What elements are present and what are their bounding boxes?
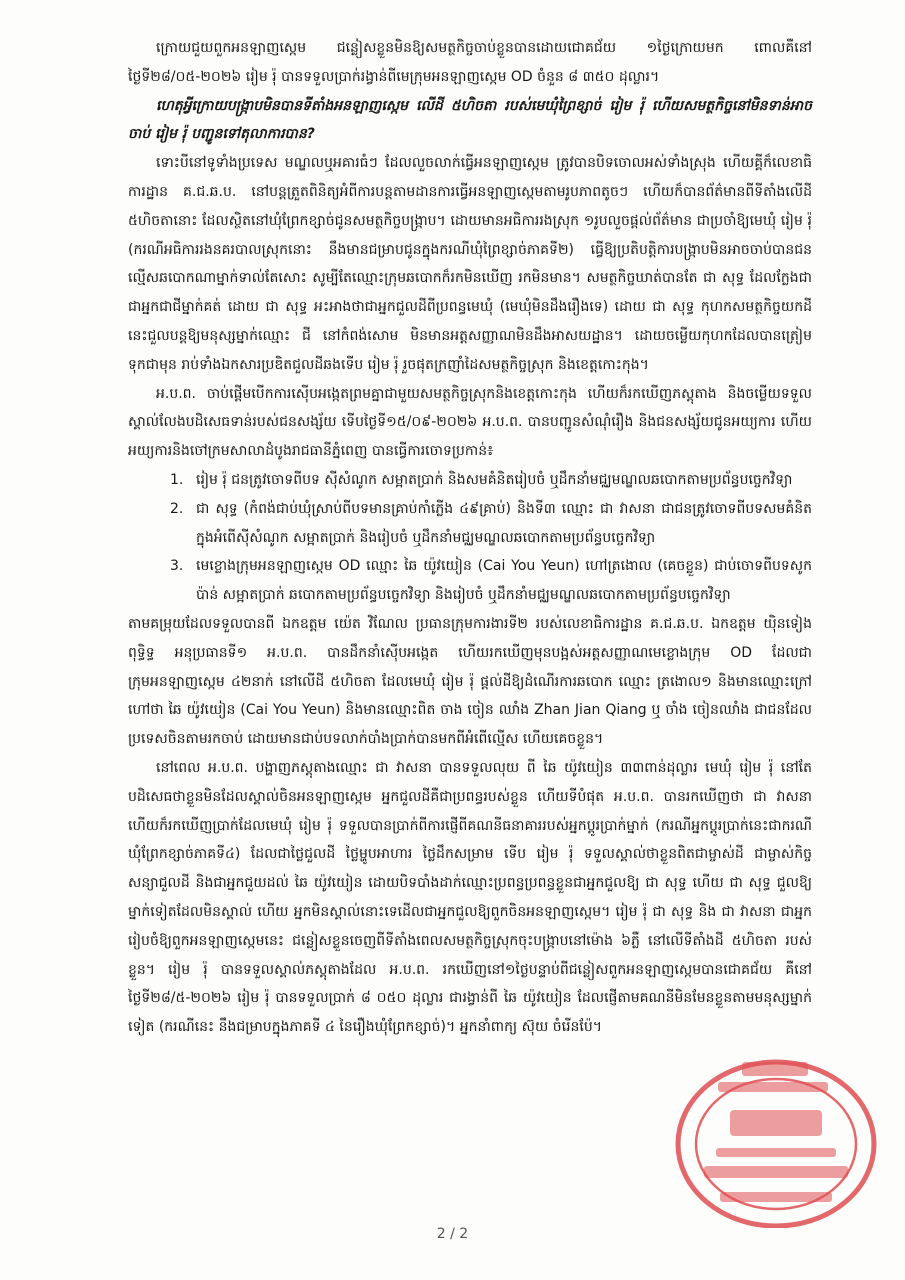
red-seal-stamp-icon <box>646 1052 884 1228</box>
paragraph-4: តាមគម្រុយដែលទទួលបានពី ឯកឧត្តម យ៉េត វិណែល ប្រធានក្រុមការងារទី២ របស់លេខាធិការដ្ឋាន គ.ជ.ឆ.ប. ឯកឧត្តម យ៉ិនទៀង ពុទ្ធិទ្ធ អនុប្រធានទី១ អ.ប.ព. បានដឹកនាំស៊ើបអង្កេត ហើយរកឃើញមុនបង្អស់អត្តសញ្ញាណមេខ្លោងក្រុម OD ដែលជាក្រុមអនឡាញស្កេម ៤២នាក់ នៅលើដី ៥ហិចតា ដែលមេឃុំ រៀម រ៉ុ ផ្តល់ដីឱ្យដំណើរការឆបោក ឈ្មោះ ត្រងោល១ និងមានឈ្មោះក្រៅហៅថា ឆៃ យ៉ូវយៀន (Cai You Yeun) និងមានឈ្មោះពិត ចាង ចៀន ឈាំង Zhan Jian Qiang ឬ ចាំង ចៀនឈាំង ជាជនដែលប្រទេសចិនតាមរកចាប់ ដោយមានជាប់បទលាក់បាំងប្រាក់បានមកពីអំពើល្មើស ហើយគេចខ្លួន។ <box>128 615 812 748</box>
paragraph-3: អ.ប.ព. ចាប់ផ្តើមបើកការស៊ើបអង្កេតព្រមគ្នាជាមួយសមត្ថកិច្ចស្រុកនិងខេត្តកោះកុង ហើយក៏រកឃើញភស្តុតាង និងចម្លើយទទួលស្គាល់លែងបដិសេធទាន់របស់ជនសង្ស័យ ទើបថ្ងៃទី១៥/០៩-២០២៦ អ.ប.ព. បានបញ្ជូនសំណុំរឿង និងជនសង្ស័យជូនអយ្យការ ហើយអយ្យការនិងចៅក្រមសាលាដំបូងរាជធានីភ្នំពេញ បានធ្វើការចោទប្រកាន់៖ <box>128 385 812 460</box>
list-item <box>170 466 812 495</box>
list-number: 1. <box>170 471 184 488</box>
paragraph-5: នៅពេល អ.ប.ព. បង្ហាញភស្តុតាងឈ្មោះ ជា វាសនា បានទទួលលុយ ពី ឆៃ យ៉ូវយៀន ៣៣ពាន់ដុល្លារ មេឃុំ រៀម រ៉ុ នៅតែបដិសេធថាខ្លួនមិនដែលស្គាល់ចិនអនឡាញស្កេម អ្នកជួលដីគឺជាប្រពន្ធរបស់ខ្លួន ហើយទីបំផុត អ.ប.ព. បានរកឃើញថា ជា វាសនា ហើយក៏រកឃើញប្រាក់ដែលមេឃុំ រៀម រ៉ុ ទទួលបានប្រាក់ពីការផ្ញើពីគណនីធនាគាររបស់អ្នកប្តូរប្រាក់ម្នាក់ (ករណីអ្នកប្តូរប្រាក់នេះជាករណីឃុំព្រែកខ្សាច់ភាគទី៤) ដែលជាថ្លៃជួលដី ថ្លៃម្ហូបអាហារ ថ្លៃដឹកសម្រាម ទើប រៀម រ៉ុ ទទួលស្គាល់ថាខ្លួនពិតជាម្ចាស់ដី ជាម្ចាស់កិច្ចសន្យាជួលដី និងជាអ្នកជួយដល់ ឆៃ យ៉ូវយៀន ដោយបិទបាំងដាក់ឈ្មោះប្រពន្ធប្រពន្ធខ្លួនជាអ្នកជួលឱ្យ ជា សុទ្ធ ហើយ ជា សុទ្ធ ជួលឱ្យម្នាក់ទៀតដែលមិនស្គាល់ ហើយ អ្នកមិនស្គាល់នោះទេដើលជាអ្នកជួលឱ្យពួកចិនអនឡាញស្កេម។ រៀម រ៉ុ ជា សុទ្ធ និង ជា វាសនា ជាអ្នករៀបចំឱ្យពួកអនឡាញស្កេមនេះ ជន្លៀសខ្លួនចេញពីទីតាំងពេលសមត្ថកិច្ចស្រុកចុះបង្ក្រាបនៅម៉ោង ៦ភ្លឺ នៅលើទីតាំងដី ៥ហិចតា របស់ខ្លួន។ រៀម រ៉ុ បានទទួលស្គាល់ភស្តុតាងដែល អ.ប.ព. រកឃើញនៅ១ថ្ងៃបន្ទាប់ពីជន្លៀសពួកអនឡាញស្កេមបានជោគជ័យ គឺនៅថ្ងៃទី២៨/៥-២០២៦ រៀម រ៉ុ បានទទួលប្រាក់ ៨ ០៥០ ដុល្លារ ជារង្វាន់ពី ឆៃ យ៉ូវយៀន ដែលផ្ញើតាមគណនីមិនមែនខ្លួនតាមមនុស្សម្នាក់ទៀត (ករណីនេះ នឹងជម្រាបក្នុងភាគទី ៤ នៃរឿងឃុំព្រែកខ្សាច់)។ អ្នកនាំពាក្យ ស៊ុយ ចំរើនប៉ែ។ <box>128 759 812 1036</box>
paragraph-2: ទោះបីនៅទូទាំងប្រទេស មណ្ឌលឬអគារធំៗ ដែលលួចលាក់ធ្វើអនឡាញស្កេម ត្រូវបានបិទចោលអស់ទាំងស្រុង ហើយគ្គីក៏លេខាធិការដ្ឋាន គ.ជ.ឆ.ប. នៅបន្តត្រួតពិនិត្យអំពីការបន្តតាមដានការធ្វើអនឡាញស្កេមតាមរូបភាពតូចៗ ហើយក៏បានព័ត៌មានពីទីតាំងលើដី ៥ហិចតានោះ ដែលស្ថិតនៅឃុំព្រែកខ្សាច់ជូនសមត្ថកិច្ចបង្ក្រាប។ ដោយមានអធិការរងស្រុក ១រូបលួចផ្តល់ព័ត៌មាន ជាប្រចាំឱ្យមេឃុំ រៀម រ៉ុ (ករណីអធិការរងនគរបាលស្រុកនោះ នឹងមានជម្រាបជូនក្នុងករណីឃុំព្រៃខ្សាច់ភាគទី២) ធ្វើឱ្យប្រតិបត្តិការបង្ក្រាបមិនអាចចាប់បានជនល្មើសឆបោកណាម្នាក់ទាល់តែសោះ សូម្បីតែឈ្មោះក្រុមឆបោកក៏រកមិនឃើញ រកមិនមាន។ សមត្ថកិច្ចឃាត់បានតែ ជា សុទ្ធ ដែលក្លែងជាជាអ្នកជាជីម្នាក់គត់ ដោយ ជា សុទ្ធ អះអាងថាជាអ្នកជួលដីពីប្រពន្ធមេឃុំ (មេឃុំមិនដឹងរឿងទេ) ដោយ ជា សុទ្ធ កុហកសមត្ថកិច្ចយកដីនេះជួលបន្តឱ្យមនុស្សម្នាក់ឈ្មោះ ជី នៅកំពង់សោម មិនមានអត្តសញ្ញាណមិនដឹងអាសយដ្ឋាន។ ដោយចម្លើយកុហកដែលបានត្រៀមទុកជាមុន រាប់ទាំងឯកសារប្រឌិតជួលដីឆងទើប រៀម រ៉ុ រួចផុតក្រញាំដៃសមត្ថកិច្ចស្រុក និងខេត្តកោះកុង។ <box>128 155 812 373</box>
list-item <box>170 552 812 610</box>
list-item <box>170 495 812 553</box>
page-number: 2 / 2 <box>436 1226 469 1242</box>
list-text: មេខ្លោងក្រុមអនឡាញស្កេម OD ឈ្មោះ ឆៃ យ៉ូវយៀន (Cai You Yeun) ហៅត្រងោល (គេចខ្លួន) ជាប់ចោទពីបទសូកប៉ាន់ សម្អាតប្រាក់ ឆបោកតាមប្រព័ន្ធបច្ចេកវិទ្យា និងរៀបចំ ឬដឹកនាំមជ្ឈមណ្ឌលឆបោកតាមប្រព័ន្ធបច្ចេកវិទ្យា <box>196 558 812 604</box>
charges-list <box>128 466 812 610</box>
list-number: 2. <box>170 500 184 517</box>
list-text: ជា សុទ្ធ (កំពង់ជាប់ឃុំស្រាប់ពីបទមានគ្រាប់កាំភ្លើង ៤៩គ្រាប់) និងទី៣ ឈ្មោះ ជា វាសនា ជាជនត្រូវចោទពីបទសមគំនិតក្នុងអំពើស៊ីសំណូក សម្អាតប្រាក់ និងរៀបចំ ឬដឹកនាំមជ្ឈមណ្ឌលឆបោកតាមប្រព័ន្ធបច្ចេកវិទ្យា <box>196 500 812 546</box>
paragraph-1: ក្រោយជួយពួកអនឡាញស្កេម ជន្លៀសខ្លួនមិនឱ្យសមត្ថកិច្ចចាប់ខ្លួនបានដោយជោគជ័យ ១ថ្ងៃក្រោយមក ពោលគឺនៅថ្ងៃទី២៨/០៥-២០២៦ រៀម រ៉ុ បានទទួលប្រាក់រង្វាន់ពីមេក្រុមអនឡាញស្កេម OD ចំនួន ៨ ៣៥០ ដុល្លារ។ <box>128 40 812 85</box>
question-heading: ហេតុអ្វីក្រោយបង្ក្រាបមិនបានទីតាំងអនឡាញស្កេម លើដី ៥ហិចតា របស់មេឃុំព្រៃខ្សាច់ រៀម រ៉ុ ហើយសមត្ថកិច្ចនៅមិនទាន់អាចចាប់ រៀម រ៉ុ បញ្ជូនទៅតុលាការបាន? <box>128 97 812 143</box>
list-number: 3. <box>170 558 184 575</box>
list-text: រៀម រ៉ុ ជនត្រូវចោទពីបទ ស៊ីសំណូក សម្អាតប្រាក់ និងសមគំនិតរៀបចំ ឬដឹកនាំមជ្ឈមណ្ឌលឆបោកតាមប្រព័ន្ធបច្ចេកវិទ្យា <box>196 471 793 488</box>
document-body <box>128 34 812 1042</box>
